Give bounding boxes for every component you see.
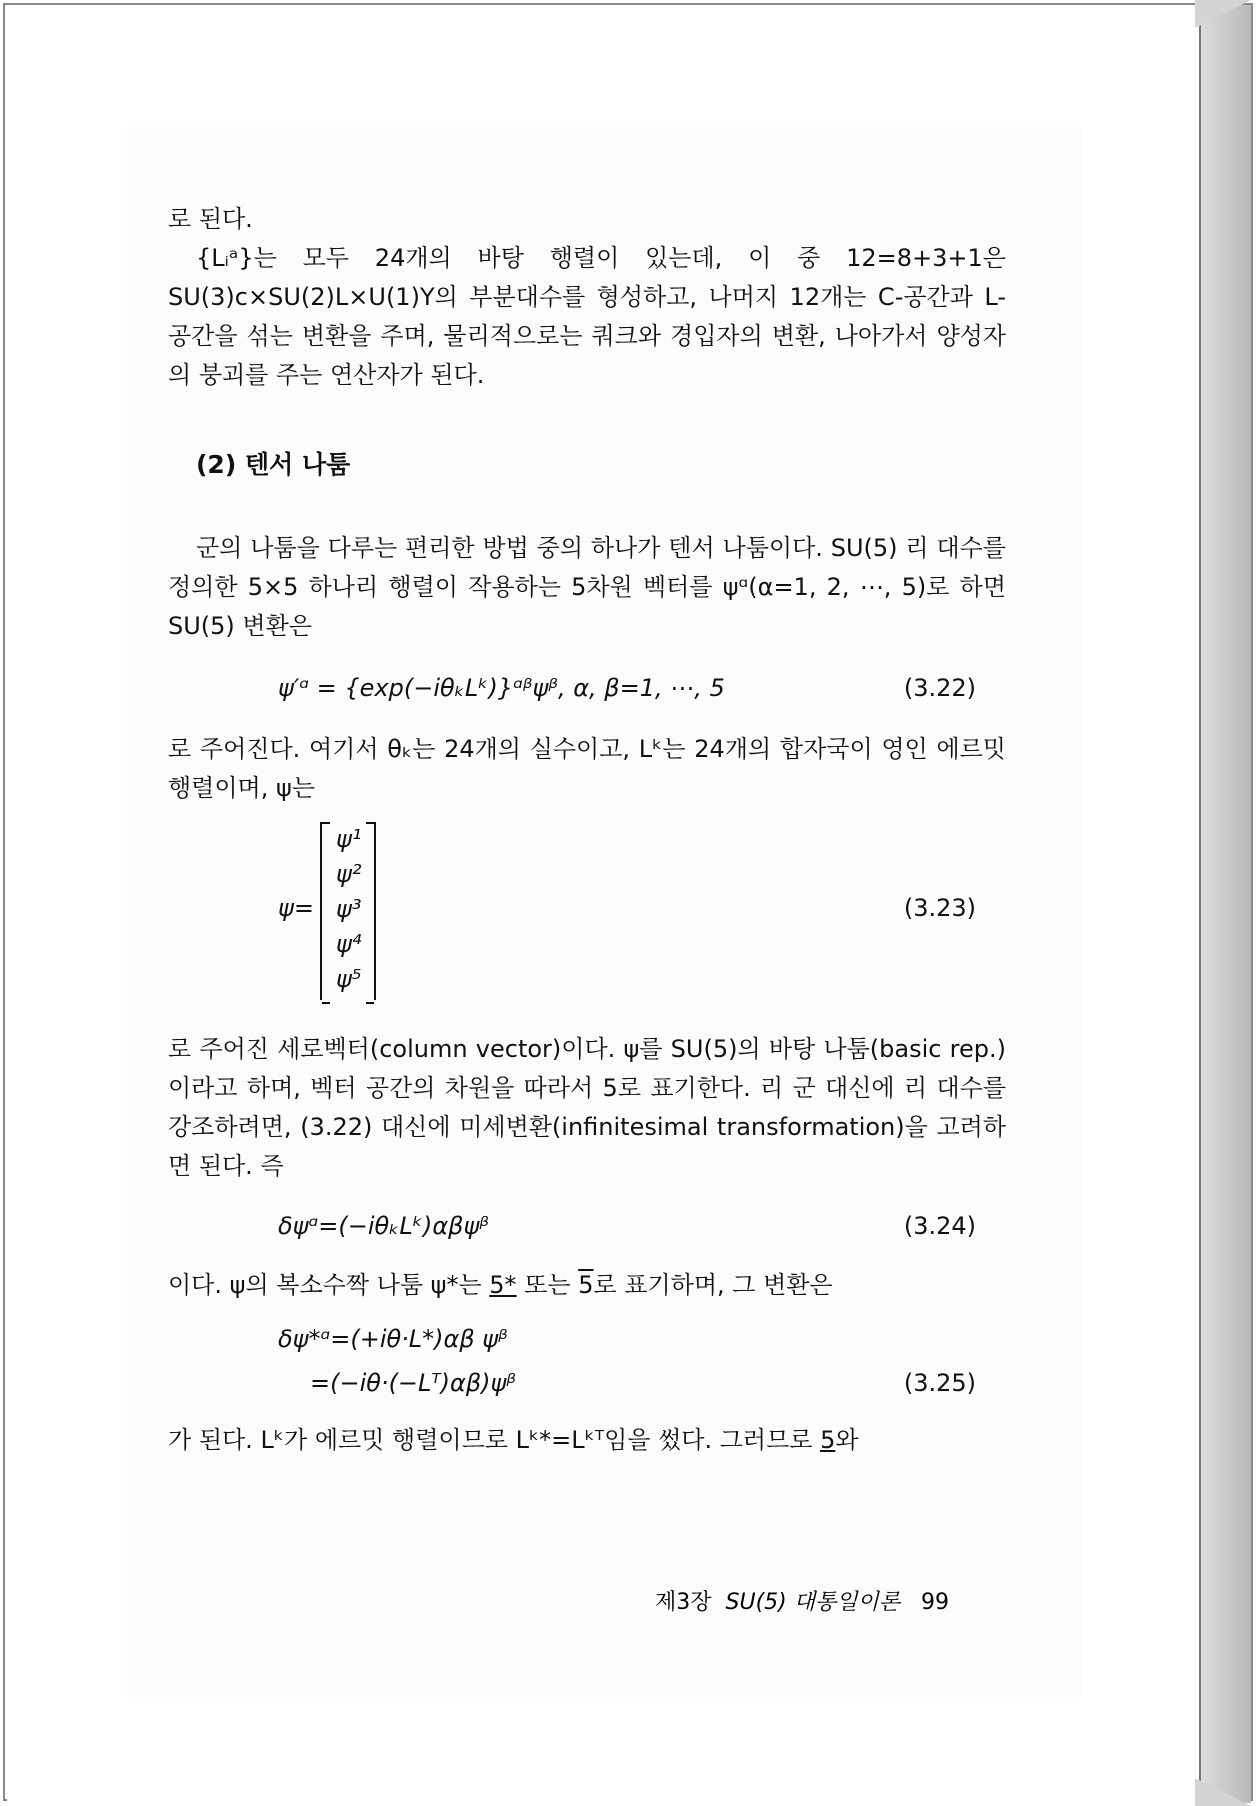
matrix-element-1: ψ¹ [336, 825, 362, 853]
equation-3-24-number: (3.24) [903, 1212, 976, 1240]
paragraph-5: 로 주어진 세로벡터(column vector)이다. ψ를 SU(5)의 바탕 나툼(basic rep.)이라고 하며, 벡터 공간의 차원을 따라서 5로 표기한다. 리 군 대신에 리 대수를 강조하려면, (3.22) 대신에 미세변환(infinitesimal transformation)을 고려하면 된다. 즉 [168, 1035, 1006, 1180]
paragraph-6 [168, 1266, 1006, 1305]
equation-3-23-number: (3.23) [903, 894, 976, 922]
rep-5-bar: 5 [578, 1271, 594, 1299]
rep-5-star: 5* [489, 1271, 517, 1299]
paragraph-2: {Lᵢᵃ}는 모두 24개의 바탕 행렬이 있는데, 이 중 12=8+3+1은 SU(3)c×SU(2)L×U(1)Y의 부분대수를 형성하고, 나머지 12개는 C-공간과 L-공간을 섞는 변환을 주며, 물리적으로는 쿼크와 경입자의 변환, 나아가서 양성자의 붕괴를 주는 연산자가 된다. [168, 244, 1006, 389]
equation-3-24-body: δψᵅ=(−iθₖLᵏ)αβψᵝ [278, 1212, 489, 1240]
paragraph-3: 군의 나툼을 다루는 편리한 방법 중의 하나가 텐서 나툼이다. SU(5) 리 대수를 정의한 5×5 하나리 행렬이 작용하는 5차원 벡터를 ψᵅ(α=1, 2, ⋯, 5)로 하면 SU(5) 변환은 [168, 534, 1006, 640]
paragraph-7 [168, 1421, 1006, 1460]
matrix-element-2: ψ² [336, 860, 362, 888]
paragraph-1: 로 된다. [168, 205, 253, 233]
equation-3-24 [168, 1198, 1006, 1254]
spine-bottom-corner [1195, 1778, 1251, 1806]
book-spine [1199, 5, 1251, 1803]
page-number: 99 [920, 1590, 949, 1615]
footer-chapter: 제3장 [655, 1590, 712, 1615]
equation-3-22 [168, 660, 1006, 716]
paragraph-4: 로 주어진다. 여기서 θₖ는 24개의 실수이고, Lᵏ는 24개의 합자국이 영인 에르밋 행렬이며, ψ는 [168, 735, 1006, 802]
footer-title: SU(5) 대통일이론 [725, 1590, 900, 1615]
section-heading: (2) 텐서 나툼 [196, 450, 351, 479]
matrix-element-5: ψ⁵ [336, 965, 362, 993]
paragraph-6-text-a: 이다. ψ의 복소수짝 나툼 ψ*는 [168, 1271, 490, 1299]
column-vector-matrix [320, 822, 376, 1000]
paragraph-7-text-c: 와 [835, 1426, 859, 1454]
equation-3-25-line-1: δψ*ᵅ=(+iθ·L*)αβ ψᵝ [278, 1325, 508, 1353]
paragraph-6-text-e: 로 표기하며, 그 변환은 [593, 1271, 833, 1299]
equation-3-22-body: ψ′ᵅ = {exp(−iθₖLᵏ)}ᵅᵝψᵝ, α, β=1, ⋯, 5 [278, 674, 725, 702]
equation-3-25 [168, 1317, 1006, 1413]
equation-3-25-number: (3.25) [903, 1369, 976, 1397]
matrix-element-4: ψ⁴ [336, 930, 362, 958]
matrix-element-3: ψ³ [336, 895, 362, 923]
page-footer [655, 1585, 949, 1616]
paragraph-6-text-c: 또는 [516, 1271, 579, 1299]
equation-3-23-lhs: ψ= [278, 894, 314, 922]
equation-3-22-number: (3.22) [903, 674, 976, 702]
page-content [168, 200, 1006, 1460]
paragraph-7-text-a: 가 된다. Lᵏ가 에르밋 행렬이므로 Lᵏ*=Lᵏᵀ임을 썼다. 그러므로 [168, 1426, 821, 1454]
equation-3-25-line-2: =(−iθ·(−Lᵀ)αβ)ψᵝ [310, 1369, 516, 1397]
spine-top-corner [1195, 0, 1251, 28]
equation-3-23 [168, 822, 1006, 1012]
rep-5-underlined: 5 [820, 1426, 836, 1454]
